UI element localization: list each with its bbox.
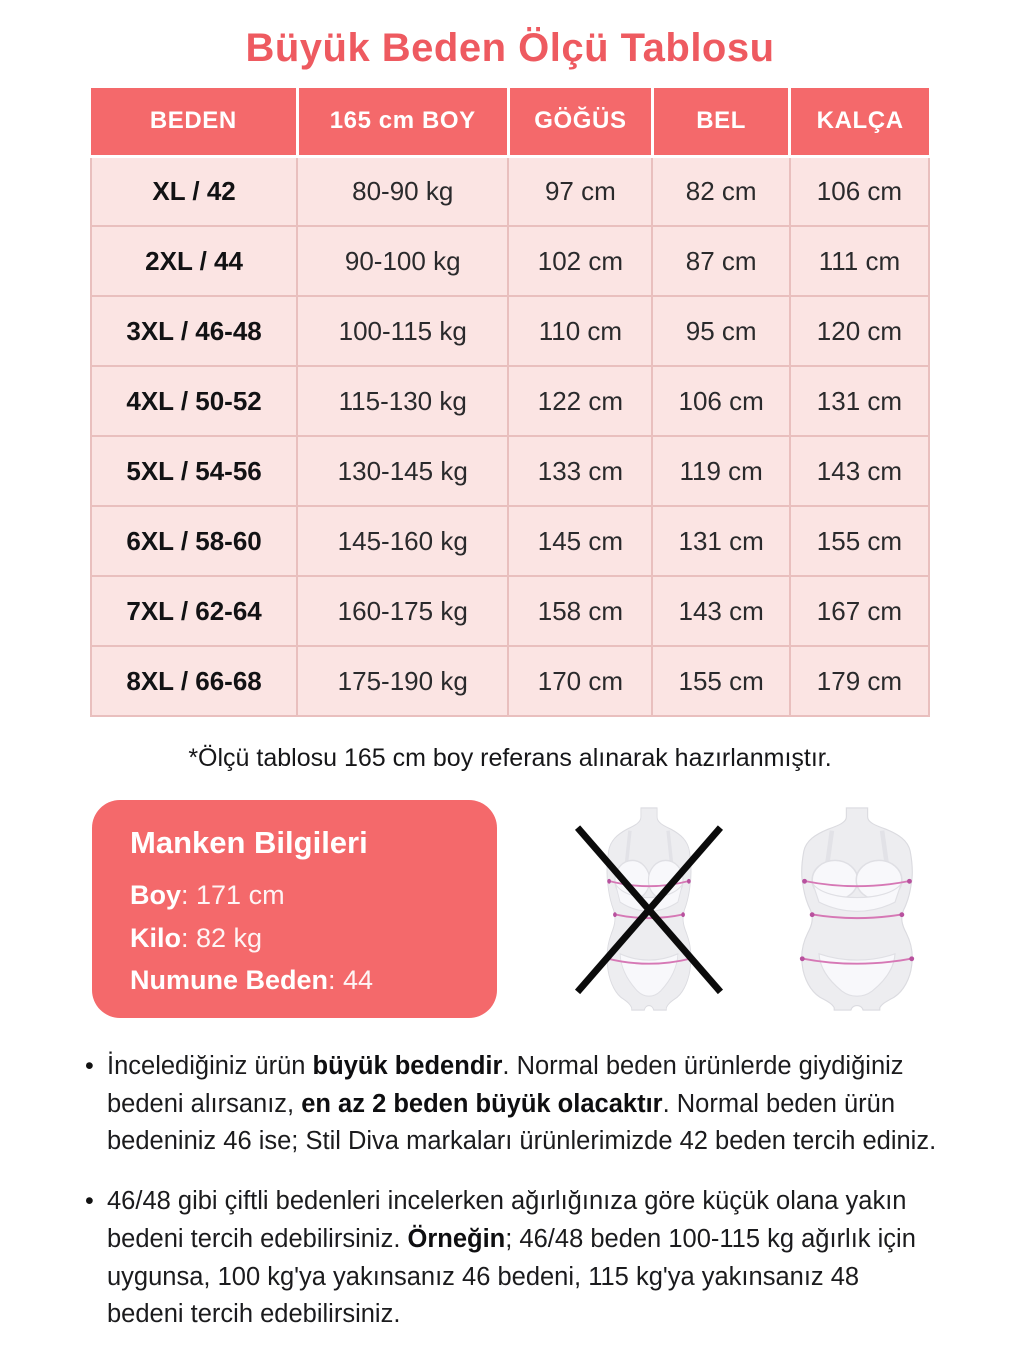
table-row (91, 156, 929, 226)
note-text (107, 1048, 940, 1161)
measure-cell: 143 cm (652, 576, 789, 646)
model-info-label: Boy (130, 880, 182, 910)
note-item (85, 1183, 940, 1334)
measurement-figures (573, 806, 933, 1012)
measure-cell: 95 cm (652, 296, 789, 366)
column-header: BEDEN (91, 88, 297, 156)
size-cell: 4XL / 50-52 (91, 366, 297, 436)
size-cell: 5XL / 54-56 (91, 436, 297, 506)
measure-cell: 133 cm (508, 436, 652, 506)
size-table-header (91, 88, 929, 156)
model-info-value: : 44 (328, 965, 374, 996)
column-header: GÖĞÜS (508, 88, 652, 156)
note-emphasis: Örneğin (407, 1224, 506, 1253)
correct-measurement-figure-icon (781, 806, 933, 1012)
size-cell: 2XL / 44 (91, 226, 297, 296)
note-run: . Normal beden ürünlerde giydiğiniz bedeni alırsanız, (107, 1052, 904, 1118)
column-header: 165 cm BOY (297, 88, 508, 156)
measure-cell: 179 cm (790, 646, 929, 716)
measure-cell: 100-115 kg (297, 296, 508, 366)
measure-cell: 110 cm (508, 296, 652, 366)
measure-cell: 143 cm (790, 436, 929, 506)
table-footnote: *Ölçü tablosu 165 cm boy referans alınarak hazırlanmıştır. (188, 744, 832, 772)
model-info-value: : 82 kg (181, 922, 263, 953)
measure-cell: 175-190 kg (297, 646, 508, 716)
measure-cell: 145 cm (508, 506, 652, 576)
size-cell: 8XL / 66-68 (91, 646, 297, 716)
measure-cell: 82 cm (652, 156, 789, 226)
model-info-section (92, 800, 1020, 1018)
measure-cell: 131 cm (652, 506, 789, 576)
bullet-icon: • (85, 1052, 94, 1080)
note-emphasis: en az 2 beden büyük olacaktır (301, 1089, 663, 1118)
model-info-label: Kilo (130, 922, 181, 953)
info-notes-list (85, 1048, 940, 1334)
measure-cell: 170 cm (508, 646, 652, 716)
measure-cell: 155 cm (652, 646, 789, 716)
measure-cell: 131 cm (790, 366, 929, 436)
table-row (91, 646, 929, 716)
measure-cell: 130-145 kg (297, 436, 508, 506)
model-info-line (130, 874, 477, 917)
note-run: . Normal beden ürün bedeniniz 46 ise; Stil Diva markaları ürünlerimizde 42 beden tercih ediniz. (107, 1089, 937, 1156)
note-run: 46/48 gibi çiftli bedenleri incelerken ağırlığınıza göre küçük olana yakın bedeni tercih edebilirsiniz. (107, 1187, 907, 1253)
measure-cell: 119 cm (652, 436, 789, 506)
wrong-measurement-figure-icon (573, 806, 725, 1012)
measure-cell: 80-90 kg (297, 156, 508, 226)
table-row (91, 226, 929, 296)
table-row (91, 576, 929, 646)
measure-cell: 155 cm (790, 506, 929, 576)
measure-cell: 145-160 kg (297, 506, 508, 576)
model-info-line (130, 959, 477, 1002)
model-info-value: : 171 cm (181, 880, 285, 910)
measure-cell: 111 cm (790, 226, 929, 296)
model-info-line (130, 917, 477, 960)
note-run: ; 46/48 beden 100-115 kg ağırlık için uygunsa, 100 kg'ya yakınsanız 46 bedeni, 115 kg'ya yakınsanız 48 bedeni tercih edebilirsiniz. (107, 1224, 916, 1329)
size-cell: 3XL / 46-48 (91, 296, 297, 366)
column-header: KALÇA (790, 88, 929, 156)
table-row (91, 506, 929, 576)
measure-cell: 106 cm (790, 156, 929, 226)
note-run: İncelediğiniz ürün (107, 1052, 313, 1080)
size-cell: XL / 42 (91, 156, 297, 226)
size-cell: 6XL / 58-60 (91, 506, 297, 576)
measure-cell: 167 cm (790, 576, 929, 646)
column-header: BEL (652, 88, 789, 156)
page-title: Büyük Beden Ölçü Tablosu (245, 26, 775, 70)
measure-cell: 160-175 kg (297, 576, 508, 646)
measure-cell: 106 cm (652, 366, 789, 436)
size-table (90, 88, 930, 717)
model-info-lines (130, 874, 477, 1002)
note-emphasis: büyük bedendir (312, 1052, 503, 1080)
measure-cell: 97 cm (508, 156, 652, 226)
measure-cell: 122 cm (508, 366, 652, 436)
bullet-icon: • (85, 1187, 94, 1216)
measure-cell: 115-130 kg (297, 366, 508, 436)
measure-cell: 120 cm (790, 296, 929, 366)
header-row (91, 88, 929, 156)
note-text (107, 1183, 940, 1334)
table-row (91, 366, 929, 436)
size-table-body (91, 156, 929, 716)
measure-cell: 90-100 kg (297, 226, 508, 296)
measure-cell: 87 cm (652, 226, 789, 296)
measure-cell: 158 cm (508, 576, 652, 646)
model-info-card (92, 800, 497, 1018)
model-info-title: Manken Bilgileri (130, 825, 368, 860)
measure-cell: 102 cm (508, 226, 652, 296)
note-item (85, 1048, 940, 1161)
table-row (91, 436, 929, 506)
size-cell: 7XL / 62-64 (91, 576, 297, 646)
table-row (91, 296, 929, 366)
model-info-label: Numune Beden (130, 965, 329, 996)
